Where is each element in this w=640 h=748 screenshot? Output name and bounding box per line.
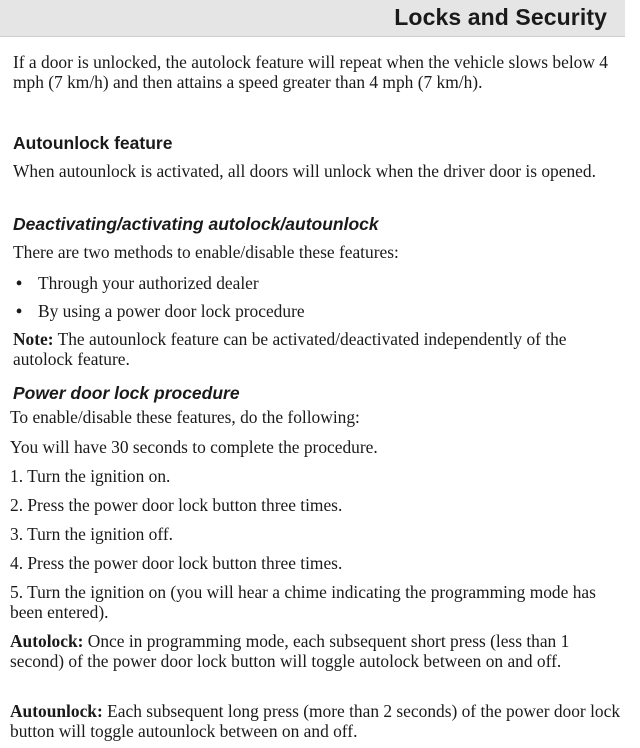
deactivating-heading: Deactivating/activating autolock/autounlock — [13, 214, 379, 234]
list-item-text: By using a power door lock procedure — [38, 301, 305, 321]
note-paragraph — [13, 330, 625, 369]
procedure-intro: To enable/disable these features, do the following: — [10, 407, 360, 427]
list-item-text: Through your authorized dealer — [38, 273, 259, 293]
procedure-step: 4. Press the power door lock button three times. — [10, 553, 343, 573]
procedure-step: 2. Press the power door lock button three times. — [10, 495, 343, 515]
list-item — [16, 301, 628, 321]
bullet-icon: • — [16, 301, 23, 321]
list-item — [16, 273, 628, 293]
procedure-step: 5. Turn the ignition on (you will hear a chime indicating the programming mode has been entered). — [10, 582, 596, 622]
autounlock-label: Autounlock: — [10, 701, 103, 721]
procedure-step: 1. Turn the ignition on. — [10, 466, 171, 486]
autounlock-toggle-paragraph — [10, 702, 622, 741]
note-label: Note: — [13, 329, 54, 349]
bullet-icon: • — [16, 273, 23, 293]
procedure-step: 3. Turn the ignition off. — [10, 524, 173, 544]
methods-paragraph: There are two methods to enable/disable these features: — [13, 242, 399, 262]
procedure-time-note: You will have 30 seconds to complete the procedure. — [10, 437, 378, 457]
page-title: Locks and Security — [394, 4, 607, 30]
note-text: The autounlock feature can be activated/deactivated independently of the autolock feature. — [13, 329, 567, 369]
autounlock-paragraph: When autounlock is activated, all doors will unlock when the driver door is opened. — [13, 161, 596, 181]
autolock-text: Once in programming mode, each subsequent short press (less than 1 second) of the power door lock button will toggle autolock between on and off. — [10, 631, 570, 671]
intro-paragraph: If a door is unlocked, the autolock feature will repeat when the vehicle slows below 4 mph (7 km/h) and then attains a speed greater than 4 mph (7 km/h). — [13, 52, 608, 92]
autolock-label: Autolock: — [10, 631, 84, 651]
procedure-heading: Power door lock procedure — [13, 383, 240, 403]
autolock-paragraph — [10, 632, 622, 671]
autounlock-text: Each subsequent long press (more than 2 seconds) of the power door lock button will toggle autounlock between on and off. — [10, 701, 621, 741]
page-header — [0, 0, 625, 37]
autounlock-heading: Autounlock feature — [13, 133, 173, 153]
